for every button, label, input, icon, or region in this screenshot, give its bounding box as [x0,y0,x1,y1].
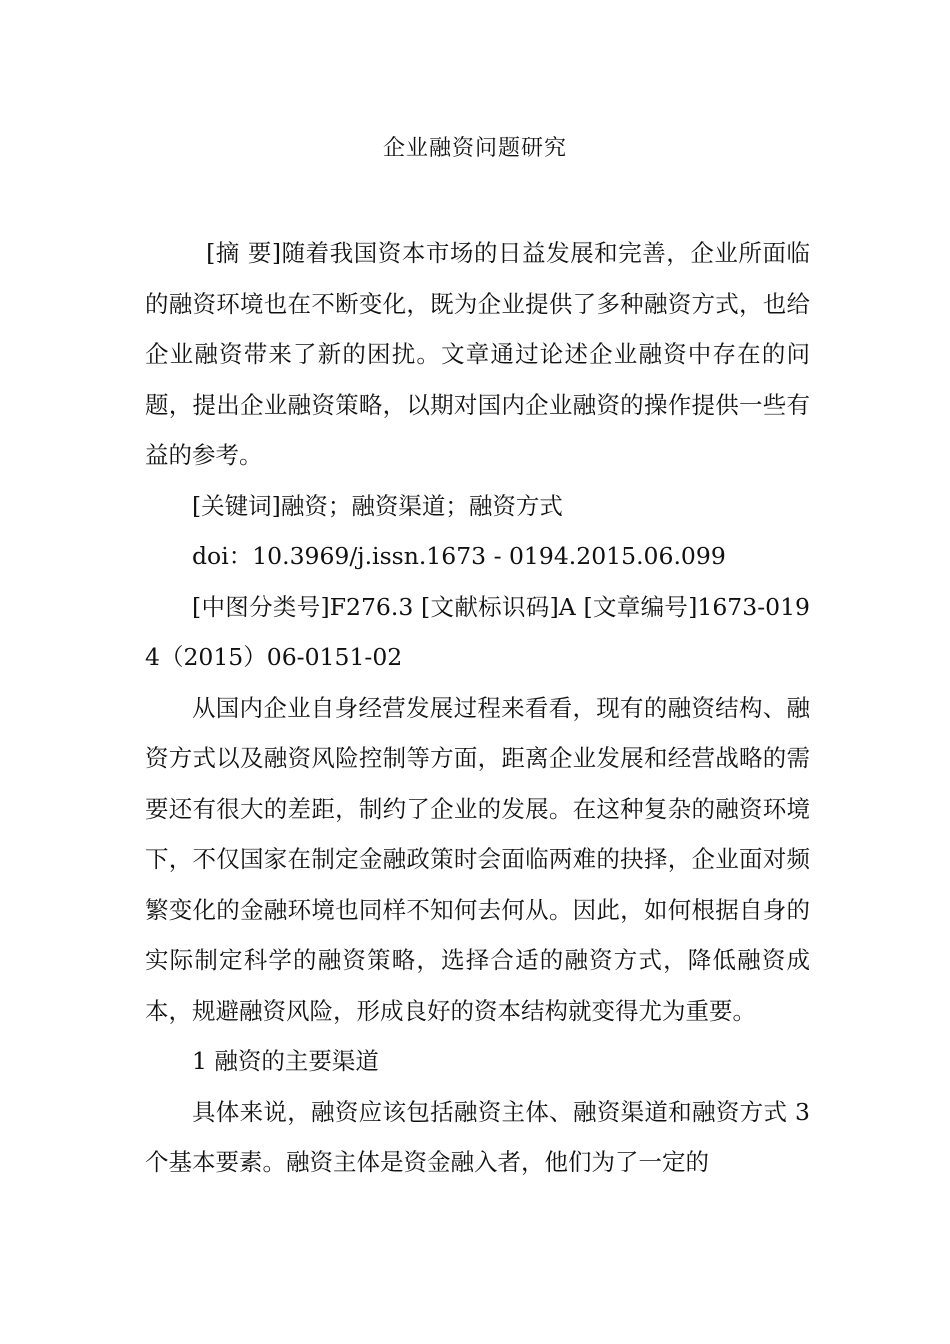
classification-line: [中图分类号]F276.3 [文献标识码]A [文章编号]1673-0194（2015）06-0151-02 [145,592,810,671]
document-title: 企业融资问题研究 [382,136,567,161]
doi-line: doi：10.3969/j.issn.1673 - 0194.2015.06.099 [192,542,726,570]
abstract-paragraph: [摘 要]随着我国资本市场的日益发展和完善，企业所面临的融资环境也在不断变化，既为企业提供了多种融资方式，也给企业融资带来了新的困扰。文章通过论述企业融资中存在的问题，提出企业融资策略，以期对国内企业融资的操作提供一些有益的参考。 [145,239,810,469]
section-paragraph: 具体来说，融资应该包括融资主体、融资渠道和融资方式 3 个基本要素。融资主体是资金融入者，他们为了一定的 [145,1097,810,1176]
document-body [145,228,810,1188]
keywords-line: [关键词]融资；融资渠道；融资方式 [192,491,563,520]
section-heading: 1 融资的主要渠道 [192,1047,379,1075]
intro-paragraph: 从国内企业自身经营发展过程来看看，现有的融资结构、融资方式以及融资风险控制等方面，距离企业发展和经营战略的需要还有很大的差距，制约了企业的发展。在这种复杂的融资环境下，不仅国家在制定金融政策时会面临两难的抉择，企业面对频繁变化的金融环境也同样不知何去何从。因此，如何根据自身的实际制定科学的融资策略，选择合适的融资方式，降低融资成本，规避融资风险，形成良好的资本结构就变得尤为重要。 [145,693,810,1025]
